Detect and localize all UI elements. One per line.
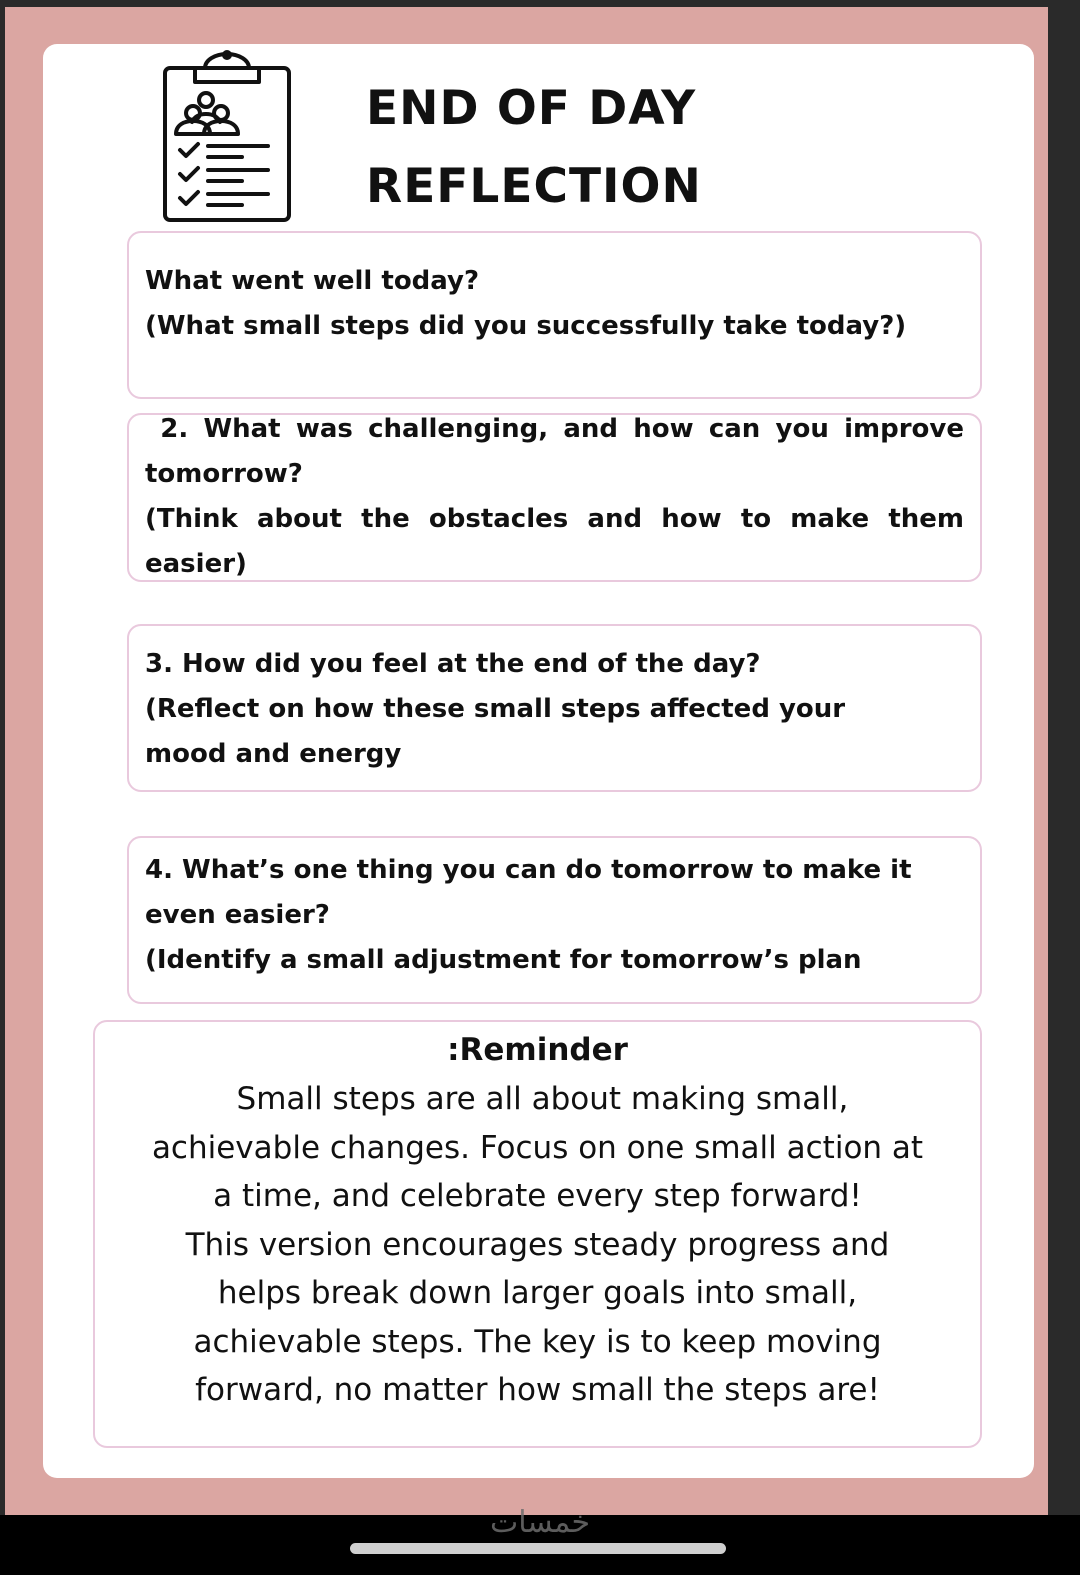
reminder-line: achievable steps. The key is to keep moving — [193, 1323, 882, 1360]
reminder-line: Small steps are all about making small, — [226, 1081, 849, 1117]
clipboard-checklist-icon — [162, 46, 294, 224]
question-2-text-line-1: 2. What was challenging, and how can you improve — [145, 414, 964, 444]
question-1-hint: (What small steps did you successfully take today?) — [145, 311, 907, 341]
question-3-hint-line-2: mood and energy — [145, 739, 402, 769]
question-1-text: What went well today? — [145, 266, 480, 296]
question-4-text-line-2: even easier? — [145, 900, 330, 930]
question-4-hint: (Identify a small adjustment for tomorrow’s plan — [145, 945, 862, 975]
reminder-title: :Reminder — [447, 1032, 628, 1068]
question-2-text-line-2: tomorrow? — [145, 459, 303, 489]
question-2-hint-line-1: (Think about the obstacles and how to make them — [145, 504, 964, 534]
question-3-hint-line-1: (Reflect on how these small steps affected your — [145, 694, 846, 724]
question-2-hint-line-2: easier) — [145, 549, 247, 579]
question-box-3 — [127, 624, 982, 792]
reminder-line: achievable changes. Focus on one small action at — [151, 1129, 924, 1166]
page-title — [366, 70, 786, 226]
title-line-2: REFLECTION — [366, 159, 702, 214]
reminder-body — [113, 1075, 962, 1415]
home-indicator[interactable] — [350, 1543, 726, 1554]
top-edge — [0, 0, 1080, 7]
question-box-4 — [127, 836, 982, 1004]
reminder-line: This version encourages steady progress and — [185, 1226, 890, 1263]
reminder-line: forward, no matter how small the steps are! — [195, 1372, 880, 1408]
question-box-2 — [127, 413, 982, 582]
question-4-text-line-1: 4. What’s one thing you can do tomorrow to make it — [145, 855, 912, 885]
reminder-box — [93, 1020, 982, 1448]
reminder-line: helps break down larger goals into small, — [217, 1275, 858, 1311]
title-line-1: END OF DAY — [366, 81, 697, 136]
watermark: خمسات — [489, 1505, 591, 1540]
reminder-line: a time, and celebrate every step forward! — [213, 1178, 862, 1214]
question-box-1 — [127, 231, 982, 399]
question-3-text: 3. How did you feel at the end of the day? — [145, 649, 761, 679]
